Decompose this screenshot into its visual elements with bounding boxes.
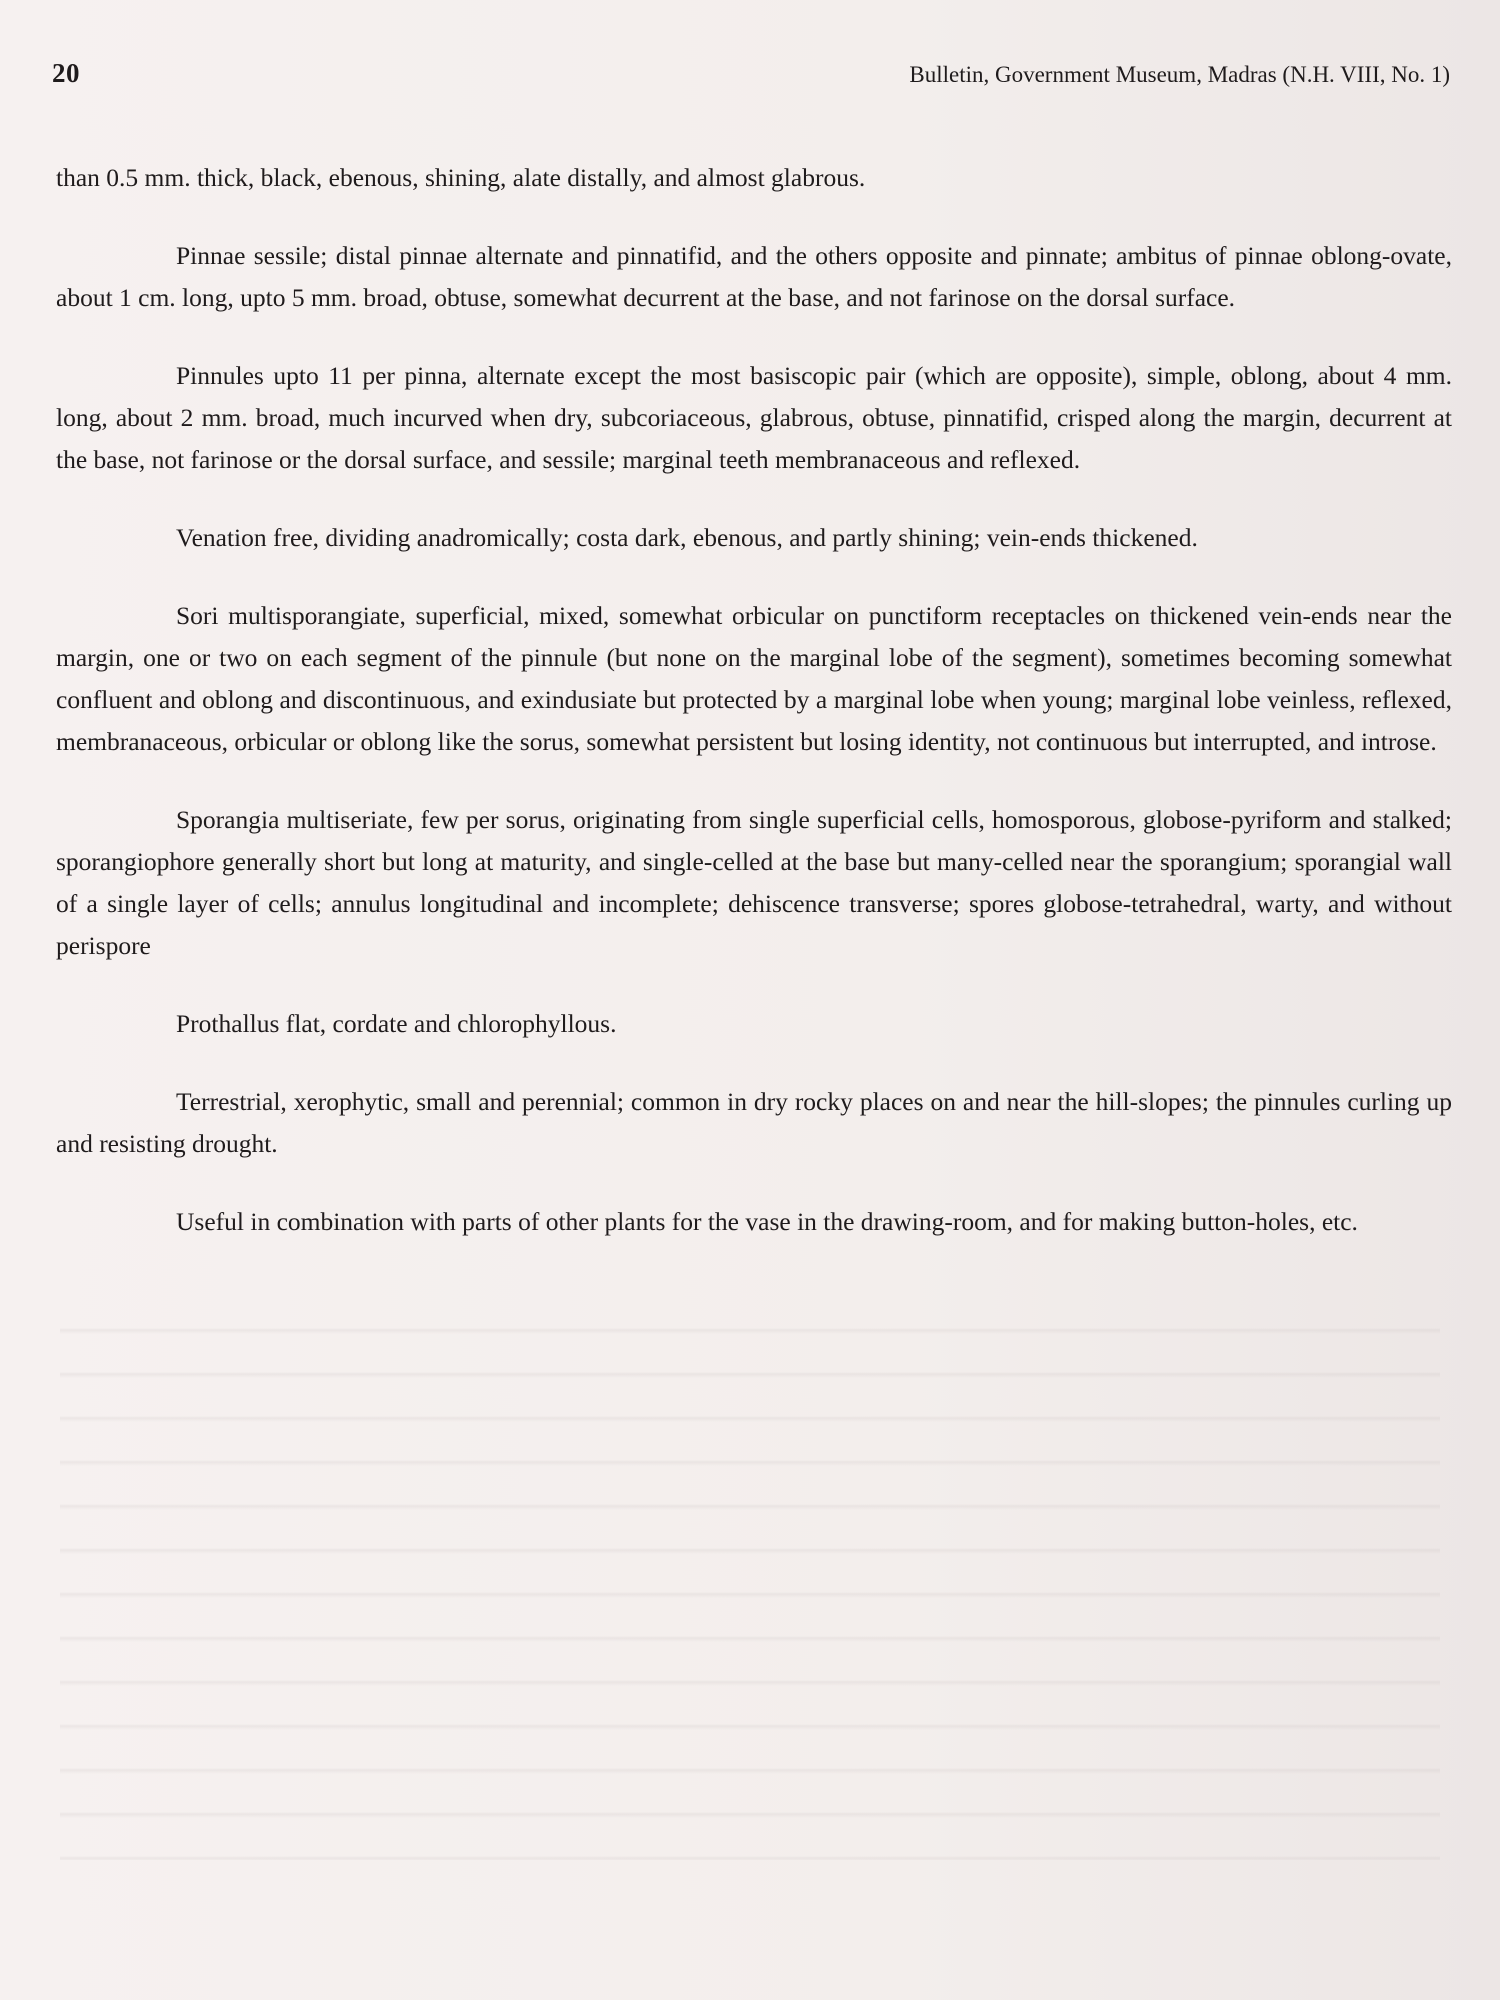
paragraph-sori: Sori multisporangiate, superficial, mixed, somewhat orbicular on punctiform receptacles on thickened vein-ends near the margin, one or two on each segment of the pinnule (but none on the marginal lobe of the segment), sometimes becoming somewhat confluent and oblong and discontinuous, and exindusiate but protected by a marginal lobe when young; marginal lobe veinless, reflexed, membranaceous, orbicular or oblong like the sorus, somewhat persistent but losing identity, not continuous but interrupted, and introse. — [56, 601, 1452, 756]
paragraph-pinnules: Pinnules upto 11 per pinna, alternate except the most basiscopic pair (which are opposite), simple, oblong, about 4 mm. long, about 2 mm. broad, much incurved when dry, subcoriaceous, glabrous, obtuse, pinnatifid, crisped along the margin, decurrent at the base, not farinose or the dorsal surface, and sessile; marginal teeth membranaceous and reflexed. — [56, 361, 1452, 474]
body-text — [56, 157, 1452, 1279]
paragraph-continuation: than 0.5 mm. thick, black, ebenous, shining, alate distally, and almost glabrous. — [56, 163, 866, 192]
show-through-texture — [60, 1300, 1440, 1860]
running-head: Bulletin, Government Museum, Madras (N.H. VIII, No. 1) — [909, 62, 1450, 87]
page-header — [52, 58, 1450, 98]
page-number: 20 — [52, 58, 80, 88]
paragraph-sporangia: Sporangia multiseriate, few per sorus, originating from single superficial cells, homosporous, globose-pyriform and stalked; sporangiophore generally short but long at maturity, and single-celled at the base but many-celled near the sporangium; sporangial wall of a single layer of cells; annulus longitudinal and incomplete; dehiscence transverse; spores globose-tetrahedral, warty, and without perispore — [56, 805, 1452, 960]
paragraph-uses: Useful in combination with parts of other plants for the vase in the drawing-room, and for making button-holes, etc. — [176, 1207, 1358, 1236]
paragraph-habitat: Terrestrial, xerophytic, small and perennial; common in dry rocky places on and near the hill-slopes; the pinnules curling up and resisting drought. — [56, 1087, 1452, 1158]
paragraph-pinnae: Pinnae sessile; distal pinnae alternate and pinnatifid, and the others opposite and pinnate; ambitus of pinnae oblong-ovate, about 1 cm. long, upto 5 mm. broad, obtuse, somewhat decurrent at the base, and not farinose on the dorsal surface. — [56, 241, 1452, 312]
paragraph-venation: Venation free, dividing anadromically; costa dark, ebenous, and partly shining; vein-ends thickened. — [176, 523, 1198, 552]
paragraph-prothallus: Prothallus flat, cordate and chlorophyllous. — [176, 1009, 617, 1038]
